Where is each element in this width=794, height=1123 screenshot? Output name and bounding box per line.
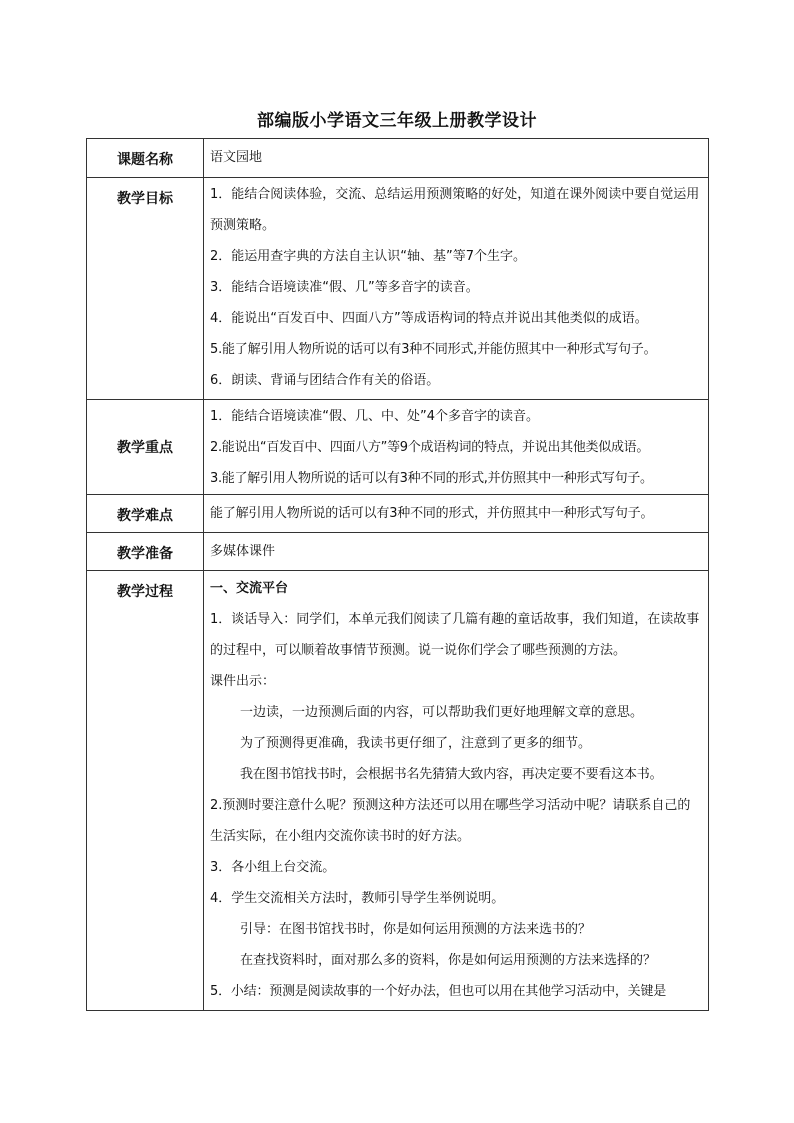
goal-item: 1．能结合阅读体验，交流、总结运用预测策略的好处，知道在课外阅读中要自觉运用预测策略。 [210,187,700,233]
value-process [204,571,709,1011]
process-paragraph: 3．各小组上台交流。 [210,860,336,875]
label-topic: 课题名称 [87,139,204,178]
row-goals [87,178,709,400]
label-difficulty: 教学难点 [87,495,204,533]
process-paragraph: 5．小结：预测是阅读故事的一个好办法，但也可以用在其他学习活动中，关键是 [210,984,667,999]
courseware-quote: 为了预测得更准确，我读书更仔细了，注意到了更多的细节。 [240,736,592,751]
row-preparation [87,533,709,571]
value-topic [204,139,709,178]
goal-item: 2．能运用查字典的方法自主认识“轴、基”等7个生字。 [210,249,527,264]
difficulty-text: 能了解引用人物所说的话可以有3种不同的形式，并仿照其中一种形式写句子。 [210,506,654,521]
row-topic [87,139,709,178]
value-preparation [204,533,709,571]
courseware-quote: 一边读，一边预测后面的内容，可以帮助我们更好地理解文章的意思。 [240,705,644,720]
process-paragraph: 4．学生交流相关方法时，教师引导学生举例说明。 [210,891,505,906]
value-difficulty [204,495,709,533]
process-paragraph: 2.预测时要注意什么呢？预测这种方法还可以用在哪些学习活动中呢？请联系自己的生活实际，在小组内交流你读书时的好方法。 [210,798,691,844]
key-point-item: 1．能结合语境读准“假、几、中、处”4个多音字的读音。 [210,409,540,424]
process-heading: 一、交流平台 [210,581,289,596]
goal-item: 6．朗读、背诵与团结合作有关的俗语。 [210,373,440,388]
value-goals [204,178,709,400]
key-point-item: 2.能说出“百发百中、四面八方”等9个成语构词的特点，并说出其他类似成语。 [210,440,650,455]
label-process: 教学过程 [87,571,204,1011]
row-key-points [87,400,709,495]
topic-text: 语文园地 [210,150,263,165]
process-paragraph: 1．谈话导入：同学们，本单元我们阅读了几篇有趣的童话故事，我们知道，在读故事的过程中，可以顺着故事情节预测。说一说你们学会了哪些预测的方法。 [210,612,700,658]
label-goals: 教学目标 [87,178,204,400]
goal-item: 3．能结合语境读准“假、几”等多音字的读音。 [210,280,479,295]
process-guide: 引导：在图书馆找书时，你是如何运用预测的方法来选书的？ [240,922,592,937]
process-guide: 在查找资料时，面对那么多的资料，你是如何运用预测的方法来选择的？ [240,953,657,968]
goal-item: 4．能说出“百发百中、四面八方”等成语构词的特点并说出其他类似的成语。 [210,311,648,326]
courseware-quote: 我在图书馆找书时，会根据书名先猜猜大致内容，再决定要不要看这本书。 [240,767,663,782]
row-process [87,571,709,1011]
preparation-text: 多媒体课件 [210,544,276,559]
document-title: 部编版小学语文三年级上册教学设计 [257,111,537,131]
goal-item: 5.能了解引用人物所说的话可以有3种不同形式,并能仿照其中一种形式写句子。 [210,342,657,357]
value-key-points [204,400,709,495]
process-paragraph: 课件出示： [210,674,276,689]
label-key-points: 教学重点 [87,400,204,495]
row-difficulty [87,495,709,533]
label-preparation: 教学准备 [87,533,204,571]
key-point-item: 3.能了解引用人物所说的话可以有3种不同的形式,并仿照其中一种形式写句子。 [210,471,653,486]
lesson-plan-table [86,138,709,1011]
